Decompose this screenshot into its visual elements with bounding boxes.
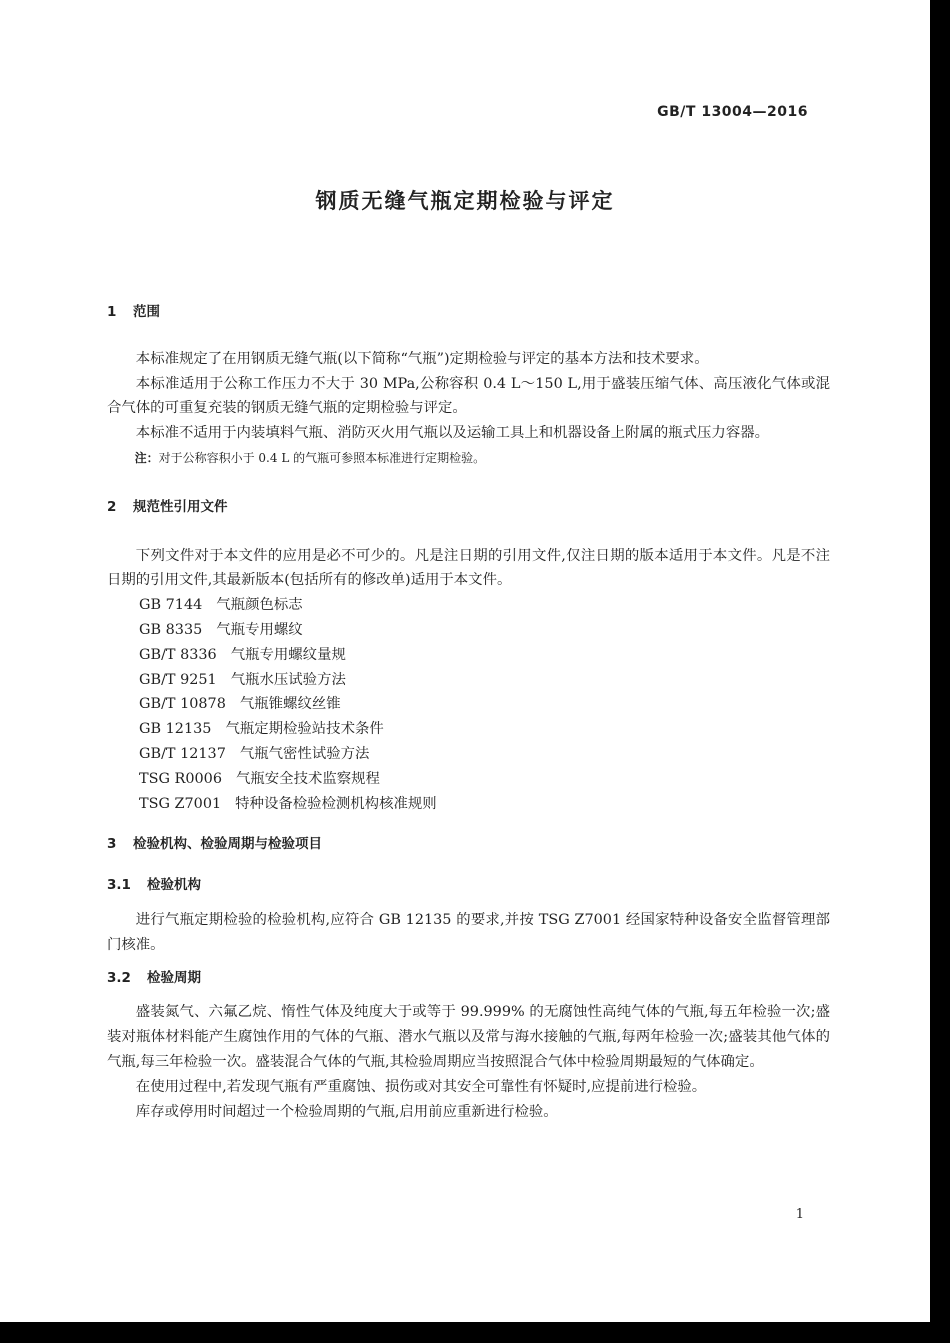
paragraph: 库存或停用时间超过一个检验周期的气瓶,启用前应重新进行检验。 xyxy=(135,1103,558,1120)
reference-title: 气瓶安全技术监察规程 xyxy=(236,770,380,787)
reference-code: GB 12135 xyxy=(139,721,212,738)
reference-code: GB 7144 xyxy=(139,597,203,614)
section-2-heading xyxy=(107,495,830,520)
document-title: 钢质无缝气瓶定期检验与评定 xyxy=(315,189,615,213)
paragraph: 本标准适用于公称工作压力不大于 30 MPa,公称容积 0.4 L～150 L,用于盛装压缩气体、高压液化气体或混合气体的可重复充装的钢质无缝气瓶的定期检验与评定。 xyxy=(107,375,830,417)
paragraph: 进行气瓶定期检验的检验机构,应符合 GB 12135 的要求,并按 TSG Z7001 经国家特种设备安全监督管理部门核准。 xyxy=(107,911,830,953)
paragraph: 在使用过程中,若发现气瓶有严重腐蚀、损伤或对其安全可靠性有怀疑时,应提前进行检验。 xyxy=(135,1078,707,1095)
subsection-title: 检验机构 xyxy=(147,877,201,894)
reference-item xyxy=(107,742,830,767)
reference-code: GB 8335 xyxy=(139,621,203,638)
note xyxy=(107,446,830,471)
reference-code: GB/T 8336 xyxy=(139,646,217,663)
reference-item xyxy=(107,792,830,817)
subsection-number: 3.2 xyxy=(107,969,131,986)
reference-item xyxy=(107,643,830,668)
section-3-heading xyxy=(107,832,830,857)
page-number: 1 xyxy=(795,1207,804,1222)
document-body xyxy=(107,300,830,1124)
paragraph: 下列文件对于本文件的应用是必不可少的。凡是注日期的引用文件,仅注日期的版本适用于本文件。凡是不注日期的引用文件,其最新版本(包括所有的修改单)适用于本文件。 xyxy=(107,547,830,589)
note-text: 对于公称容积小于 0.4 L 的气瓶可参照本标准进行定期检验。 xyxy=(158,450,486,465)
section-number: 3 xyxy=(107,836,117,853)
subsection-3-2-heading xyxy=(107,966,830,991)
paragraph: 盛装氮气、六氟乙烷、惰性气体及纯度大于或等于 99.999% 的无腐蚀性高纯气体的气瓶,每五年检验一次;盛装对瓶体材料能产生腐蚀作用的气体的气瓶、潜水气瓶以及常与海水接触的气瓶,每两年检验一次;盛装其他气体的气瓶,每三年检验一次。盛装混合气体的气瓶,其检验周期应当按照混合气体中检验周期最短的气体确定。 xyxy=(107,1004,830,1070)
note-label: 注： xyxy=(134,450,159,465)
reference-title: 气瓶专用螺纹 xyxy=(216,621,303,638)
reference-item xyxy=(107,618,830,643)
reference-title: 气瓶气密性试验方法 xyxy=(239,745,370,762)
reference-item xyxy=(107,717,830,742)
reference-code: GB/T 9251 xyxy=(139,671,217,688)
subsection-title: 检验周期 xyxy=(147,969,201,986)
paragraph: 本标准不适用于内装填料气瓶、消防灭火用气瓶以及运输工具上和机器设备上附属的瓶式压力容器。 xyxy=(135,425,769,442)
standard-code: GB/T 13004—2016 xyxy=(657,104,808,120)
reference-title: 气瓶颜色标志 xyxy=(216,597,303,614)
reference-item xyxy=(107,692,830,717)
section-title: 规范性引用文件 xyxy=(133,498,228,515)
reference-title: 气瓶锥螺纹丝锥 xyxy=(239,696,341,713)
reference-title: 特种设备检验检测机构核准规则 xyxy=(235,795,437,812)
reference-item xyxy=(107,593,830,618)
reference-code: TSG R0006 xyxy=(139,770,222,787)
section-number: 2 xyxy=(107,498,117,515)
reference-title: 气瓶水压试验方法 xyxy=(230,671,346,688)
section-title: 检验机构、检验周期与检验项目 xyxy=(133,836,322,853)
reference-item xyxy=(107,668,830,693)
reference-title: 气瓶专用螺纹量规 xyxy=(230,646,346,663)
reference-title: 气瓶定期检验站技术条件 xyxy=(225,721,384,738)
reference-code: TSG Z7001 xyxy=(139,795,222,812)
reference-item xyxy=(107,767,830,792)
subsection-number: 3.1 xyxy=(107,877,131,894)
section-title: 范围 xyxy=(133,304,160,320)
reference-code: GB/T 12137 xyxy=(139,745,226,762)
subsection-3-1-heading xyxy=(107,873,830,898)
section-number: 1 xyxy=(107,304,117,320)
reference-code: GB/T 10878 xyxy=(139,696,226,713)
paragraph: 本标准规定了在用钢质无缝气瓶(以下简称“气瓶”)定期检验与评定的基本方法和技术要求。 xyxy=(135,350,709,367)
section-1-heading xyxy=(107,300,830,325)
